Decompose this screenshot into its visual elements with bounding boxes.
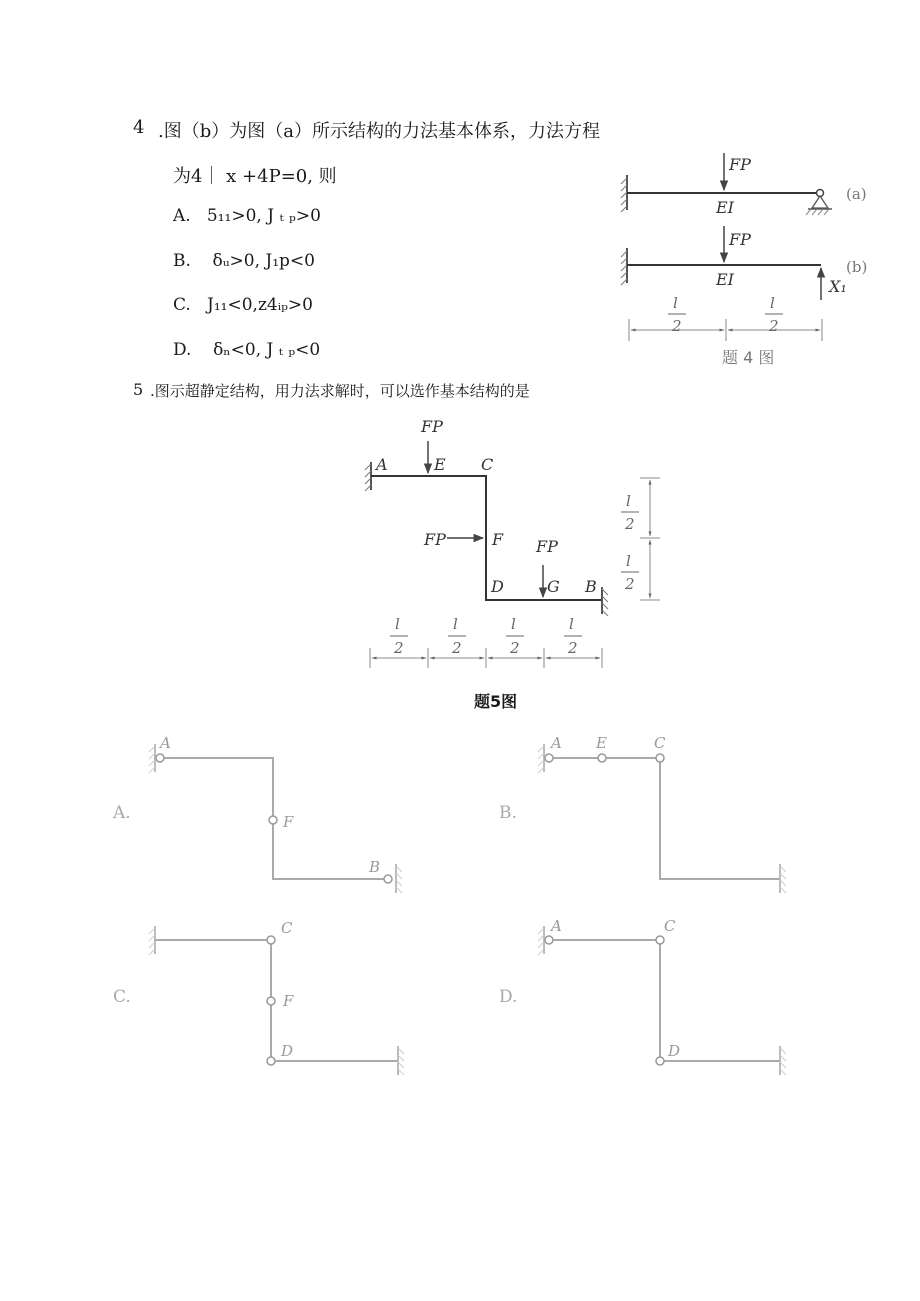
q5-choice-b-label-a: A [551,734,562,752]
q4-load-a: FP [729,155,751,174]
q5-point-e: E [434,455,446,474]
q5-load-top: FP [421,417,443,436]
q4-dim-num-1: l [673,294,678,312]
q5-choice-a-diagram[interactable] [149,744,402,893]
q5-choice-d-label-a: A [551,917,562,935]
option-text: δₙ<0, J ₜ ₚ<0 [213,340,321,360]
q5-hdim-num-2: l [453,615,458,633]
option-letter: B. [173,251,191,271]
q5-figure-caption: 题5图 [474,692,518,711]
option-letter: A. [173,206,191,226]
option-text: 5₁₁>0, J ₜ ₚ>0 [206,206,321,226]
q5-choice-c-label-d: D [281,1042,294,1060]
q5-hdim-num-1: l [395,615,400,633]
q5-vdim-den-1: 2 [625,515,635,533]
q5-choice-a-label-a: A [160,734,171,752]
q5-point-d: D [491,577,504,596]
q5-load-horizontal: FP [424,530,446,549]
q5-hdim-den-1: 2 [394,639,404,657]
q5-hdim-den-3: 2 [510,639,520,657]
q5-hdim-den-2: 2 [452,639,462,657]
q5-point-b: B [585,577,597,596]
option-letter: C. [173,295,191,315]
q4-stem-line2: 为4｜ x +4P=0, 则 [173,166,337,187]
q5-choice-b-diagram[interactable] [538,744,786,893]
q5-choice-c-label-f: F [283,992,294,1010]
q5-hdim-den-4: 2 [568,639,578,657]
q4-dim-den-1: 2 [672,317,682,335]
q5-hdim-num-4: l [569,615,574,633]
q5-choice-a-label-b: B [369,858,381,876]
q5-choice-b-letter[interactable]: B. [499,803,517,823]
q4-dim-num-2: l [770,294,775,312]
q5-vdim-den-2: 2 [625,575,635,593]
q4-stem-line1: .图（b）为图（a）所示结构的力法基本体系，力法方程 [158,121,600,142]
q5-choice-d-diagram[interactable] [538,926,786,1075]
q5-choice-c-letter[interactable]: C. [113,987,131,1007]
q5-point-a: A [376,455,388,474]
q5-choice-d-letter[interactable]: D. [499,987,518,1007]
q5-choice-b-label-e: E [596,734,607,752]
q5-load-g: FP [536,537,558,556]
q5-vdim-num-2: l [626,552,631,570]
q5-choice-c-diagram[interactable] [149,926,404,1075]
option-letter: D. [173,340,192,360]
q5-choice-a-label-f: F [283,813,294,831]
q5-vdim-num-1: l [626,492,631,510]
q5-point-g: G [547,577,560,596]
q5-choice-d-label-d: D [668,1042,681,1060]
q5-number: 5 [133,380,144,399]
option-text: J₁₁<0,z4ᵢₚ>0 [207,295,313,315]
q5-choice-a-letter[interactable]: A. [113,803,131,823]
q5-choice-d-label-c: C [664,917,676,935]
q4-label-a: (a) [846,185,867,203]
q4-load-b: FP [729,230,751,249]
q5-choice-c-label-c: C [281,919,293,937]
q4-ei-b: EI [716,270,734,289]
q4-reaction: X₁ [829,277,847,296]
q5-choice-b-label-c: C [654,734,666,752]
q5-point-c: C [481,455,494,474]
q5-stem: .图示超静定结构，用力法求解时，可以选作基本结构的是 [150,382,530,400]
q4-number: 4 [133,117,145,138]
q4-ei-a: EI [716,198,734,217]
q5-hdim-num-3: l [511,615,516,633]
q4-figure-caption: 题 4 图 [722,348,775,367]
q4-label-b: (b) [846,258,868,276]
option-text: δᵤ>0, J₁p<0 [212,251,315,271]
q5-point-f: F [492,530,504,549]
q4-dim-den-2: 2 [769,317,779,335]
